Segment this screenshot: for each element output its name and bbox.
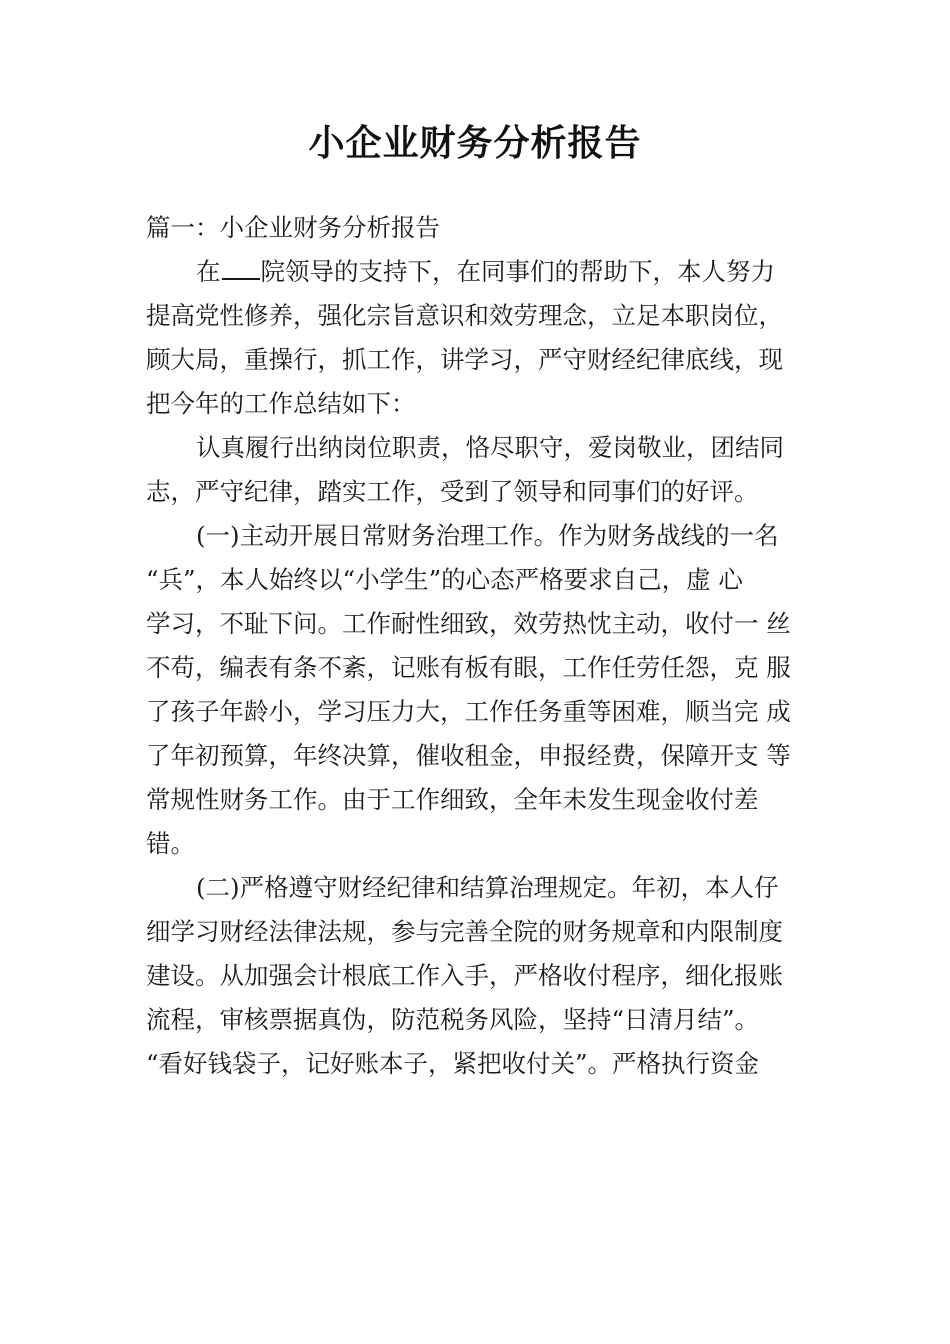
paragraph-3-line-6: 了年初预算，年终决算，催收租金，申报经费，保障开支 等 bbox=[146, 741, 791, 770]
paragraph-2-line-1: 认真履行出纳岗位职责，恪尽职守，爱岗敬业，团结同 bbox=[196, 433, 784, 462]
paragraph-3-line-2: “兵”，本人始终以“小学生”的心态严格要求自己，虚 心 bbox=[146, 565, 743, 594]
paragraph-4-line-1: (二)严格遵守财经纪律和结算治理规定。年初，本人仔 bbox=[196, 873, 779, 902]
paragraph-3-line-4: 不苟，编表有条不紊，记账有板有眼，工作任劳任怨，克 服 bbox=[146, 653, 791, 682]
paragraph-4-line-4: 流程，审核票据真伪，防范税务风险，坚持“日清月结”。 bbox=[146, 1005, 760, 1034]
paragraph-4-line-5: “看好钱袋子，记好账本子，紧把收付关”。严格执行资金 bbox=[146, 1049, 760, 1078]
text-after-blank: 院领导的支持下，在同事们的帮助下，本人努力 bbox=[260, 257, 775, 286]
paragraph-1-line-1 bbox=[196, 254, 775, 290]
paragraph-3-line-1: (一)主动开展日常财务治理工作。作为财务战线的一名 bbox=[196, 521, 779, 550]
section-heading: 篇一：小企业财务分析报告 bbox=[146, 213, 440, 242]
paragraph-3-line-8: 错。 bbox=[146, 829, 195, 858]
text-before-blank: 在 bbox=[196, 257, 221, 286]
paragraph-4-line-3: 建设。从加强会计根底工作入手，严格收付程序，细化报账 bbox=[146, 961, 783, 990]
paragraph-1-line-3: 顾大局，重操行，抓工作，讲学习，严守财经纪律底线，现 bbox=[146, 345, 783, 374]
paragraph-2-line-2: 志，严守纪律，踏实工作，受到了领导和同事们的好评。 bbox=[146, 477, 759, 506]
paragraph-4-line-2: 细学习财经法律法规，参与完善全院的财务规章和内限制度 bbox=[146, 917, 783, 946]
paragraph-3-line-5: 了孩子年龄小，学习压力大，工作任务重等困难，顺当完 成 bbox=[146, 697, 791, 726]
paragraph-3-line-7: 常规性财务工作。由于工作细致，全年未发生现金收付差 bbox=[146, 785, 759, 814]
paragraph-3-line-3: 学习，不耻下问。工作耐性细致，效劳热忱主动，收付一 丝 bbox=[146, 609, 791, 638]
paragraph-1-line-4: 把今年的工作总结如下： bbox=[146, 389, 416, 418]
fill-in-blank bbox=[222, 256, 260, 280]
paragraph-1-line-2: 提高党性修养，强化宗旨意识和效劳理念，立足本职岗位， bbox=[146, 301, 783, 330]
document-title: 小企业财务分析报告 bbox=[308, 123, 642, 164]
